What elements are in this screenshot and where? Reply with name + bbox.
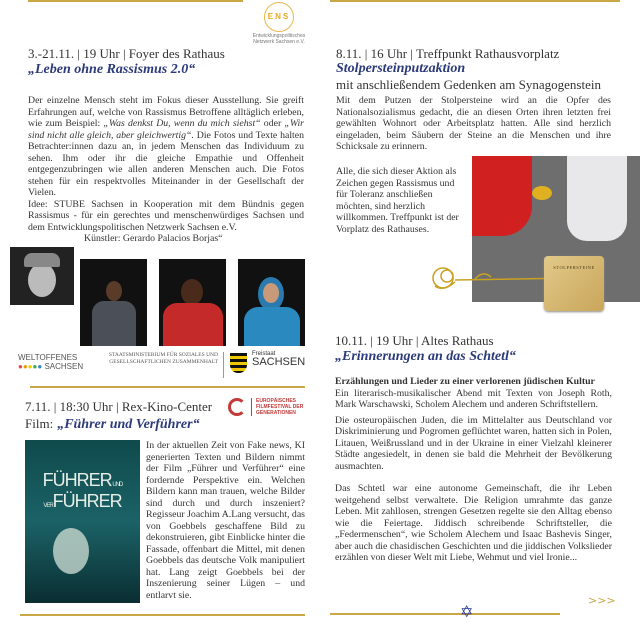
gold-rule-bottom-right [330, 613, 560, 615]
weltoffenes-sachsen-logo: WELTOFFENES ●●●●● SACHSEN [18, 353, 84, 371]
event1-heading: 3.-21.11. | 19 Uhr | Foyer des Rathaus [28, 46, 225, 61]
ens-logo-caption: Entwicklungspolitisches Netzwerk Sachsen e.V. [252, 33, 306, 45]
ministry-logo: STAATSMINISTERIUM FÜR SOZIALES UND GESELLSCHAFTLICHEN ZUSAMMENHALT [108, 352, 218, 365]
event3-title: Stolpersteinputzaktion [336, 61, 466, 76]
event3-subtitle: mit anschließendem Gedenken am Synagogenstein [336, 77, 601, 92]
event3-description: Mit dem Putzen der Stolpersteine wird an die Opfer des Nationalsozialismus gedacht, die an diesen Orten ihren letzten frei gewählten Wohnort oder Arbeitsplatz hatten. Alle sind herzlich eingeladen, beim Säubern der Steine an die Menschen und ihre Schicksale zu erinnern. [336, 95, 611, 152]
event2-heading: 7.11. | 18:30 Uhr | Rex-Kino-Center [25, 399, 213, 414]
gold-rule-mid-left [30, 386, 305, 388]
exhibition-photo-1 [80, 259, 147, 346]
gold-rule-bottom-left [20, 614, 305, 616]
event1-artist: Künstler: Gerardo Palacios Borjas“ [84, 233, 223, 244]
artist-portrait [10, 247, 74, 305]
event-time: 19 Uhr [83, 46, 120, 61]
festival-swirl-icon [228, 398, 246, 416]
star-of-david-icon: ✡ [460, 602, 474, 621]
event1-idea: Idee: STUBE Sachsen in Kooperation mit dem Bündnis gegen Rassismus - für ein gerechtes und menschenwürdiges Sachsen und dem Entwicklungspolitischen Netzwerk Sachsen e.V. [28, 198, 304, 233]
saxony-coat-of-arms-icon [230, 353, 247, 373]
event4-body-2: Das Schtetl war eine autonome Gemeinschaft, die ihr Leben weitgehend selbst verwaltete. Die Religion umrahmte das ganze Leben. Mit zahllosen, strengen Gesetzen regelte sie den Alltag ebenso wie die Feiertage. Jiddisch schreibende Schriftsteller, die „Federmenschen“, wie Scholem Alechem und Isaac Bashevis Singer, aber auch die chasidischen Geschichten und die jiddischen Volkslieder erzählen von dieser Welt mit Liebe, Wehmut und viel Ironie... [335, 483, 612, 563]
event3-heading: 8.11. | 16 Uhr | Treffpunkt Rathausvorplatz [336, 46, 560, 61]
gold-rule-top-left [28, 0, 243, 2]
event4-description [335, 376, 612, 564]
event1-description: Der einzelne Mensch steht im Fokus dieser Ausstellung. Sie greift Erfahrungen auf, welche von Rassismus Betroffene alltäglich erleben, wie zum Beispiel: „Was denkst Du, wenn du mich siehst“ oder „Wir sind nicht alle gleich, aber gleichwertig“. Die Fotos und Texte halten Betrachter:innen dazu an, in jedem Menschen das Individuum zu sehen. Ihm oder ihr die gleiche Empathie und Offenheit entgegenzubringen wie allen anderen Menschen auch. Die Fotos stehen für ein respektvolles Miteinander in der Gesellschaft der Vielen. Idee: STUBE Sachsen in Kooperation mit dem Bündnis gegen Rassismus - für ein gerechtes und menschenwürdiges Sachsen und dem Entwicklungspolitischen Netzwerk Sachsen e.V. Künstler: Gerardo Palacios Borjas“ [28, 95, 305, 244]
event-date: 3.-21.11. [28, 46, 75, 61]
gold-rule-top-right [330, 0, 620, 2]
film-poster: FÜHRER UND VERFÜHRER [25, 440, 140, 603]
event4-heading: 10.11. | 19 Uhr | Altes Rathaus [335, 333, 494, 348]
ens-logo [248, 2, 310, 44]
event1-title: „Leben ohne Rassismus 2.0“ [28, 62, 196, 77]
event4-title: „Erinnerungen an das Schtetl“ [335, 349, 516, 364]
stolperstein-stone: STOLPERSTEINE [544, 256, 604, 311]
logo-divider [223, 352, 224, 378]
event4-lead: Erzählungen und Lieder zu einer verlorenen jüdischen Kultur [335, 376, 595, 387]
event3-invitation: Alle, die sich dieser Aktion als Zeichen gegen Rassismus und für Toleranz anschließen möchten, sind herzlich willkommen. Treffpunkt ist der Vorplatz des Rathauses. [336, 166, 459, 235]
event4-intro: Ein literarisch-musikalischer Abend mit Texten von Joseph Roth, Mark Warschawski, Scholem Alechem und anderen Schriftstellern. [335, 387, 612, 410]
event2-description: In der aktuellen Zeit von Fake news, KI generierten Texten und Bildern nimmt der Film „Führer und Verführer“ eine fordernde Perspektive ein. Welchen Bildern kann man trauen, welche Bilder sind durch und durch inszeniert? Regisseur Joachim A.Lang versucht, das von Goebbels geschaffene Bild zu dekonstruieren, gibt Einblicke hinter die Fassade, offenbart die Mittel, mit denen Goebbels das deutsche Volk manipuliert hat. Lang zeigt Goebbels bei der Inszenierung seiner Lügen – und entlarvt sie. [146, 440, 305, 601]
exhibition-photo-2 [159, 259, 226, 346]
more-link[interactable]: >>> [588, 594, 616, 607]
ens-logo-text: ENS [267, 12, 291, 21]
event-place: Foyer des Rathaus [128, 46, 225, 61]
freistaat-sachsen-logo: Freistaat SACHSEN [252, 351, 306, 368]
film-festival-logo: EUROPÄISCHES FILMFESTIVAL DER GENERATIONEN [228, 398, 314, 416]
event4-body-1: Die osteuropäischen Juden, die im Mittelalter aus Deutschland vor Diskriminierung und Pogromen geflüchtet waren, hatten sich in Polen, Litauen, Weißrussland und in der Ukraine in einer Vielzahl kleinerer Städte angesiedelt, in denen sie bald die Mehrheit der Bevölkerung ausmachten. [335, 414, 612, 472]
event2-title: Film: „Führer und Verführer“ [25, 416, 200, 432]
exhibition-photo-3 [238, 259, 305, 346]
